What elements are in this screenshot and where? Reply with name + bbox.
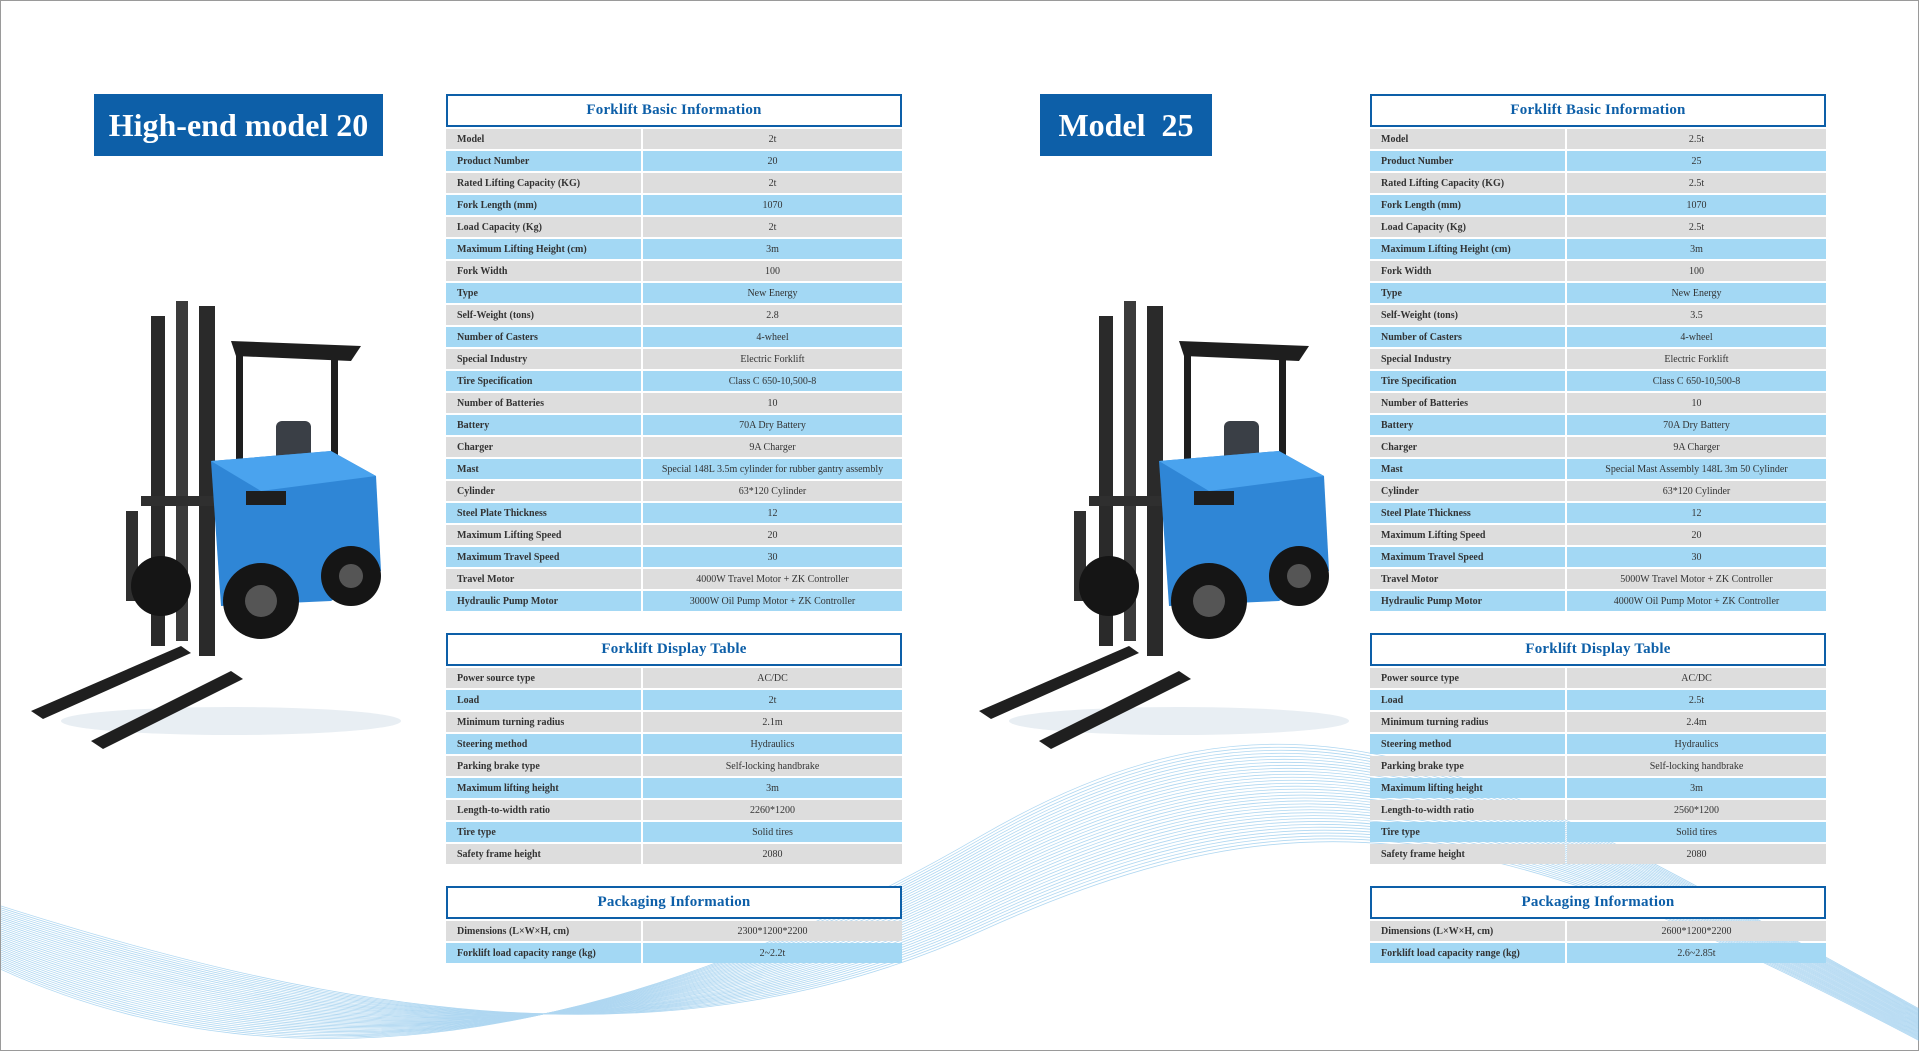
row-label: Tire Specification <box>446 371 641 391</box>
row-value: 2t <box>643 173 902 193</box>
basic-info-table <box>446 129 902 613</box>
model-title-right: Model 25 <box>1040 94 1212 156</box>
row-value: 10 <box>643 393 902 413</box>
row-value: AC/DC <box>1567 668 1826 688</box>
table-row <box>1370 129 1826 149</box>
table-row <box>446 283 902 303</box>
row-value: 100 <box>643 261 902 281</box>
row-value: 4000W Oil Pump Motor + ZK Controller <box>1567 591 1826 611</box>
row-value: AC/DC <box>643 668 902 688</box>
row-value: 3000W Oil Pump Motor + ZK Controller <box>643 591 902 611</box>
row-value: 9A Charger <box>1567 437 1826 457</box>
table-row <box>446 778 902 798</box>
row-label: Steel Plate Thickness <box>1370 503 1565 523</box>
row-label: Maximum lifting height <box>446 778 641 798</box>
table-row <box>446 327 902 347</box>
table-row <box>446 261 902 281</box>
row-value: 3m <box>1567 239 1826 259</box>
table-row <box>1370 734 1826 754</box>
display-table <box>446 668 902 866</box>
table-row <box>1370 800 1826 820</box>
table-row <box>1370 349 1826 369</box>
row-value: Special Mast Assembly 148L 3m 50 Cylinder <box>1567 459 1826 479</box>
table-row <box>1370 283 1826 303</box>
display-table <box>1370 668 1826 866</box>
table-row <box>446 415 902 435</box>
table-row <box>446 217 902 237</box>
row-label: Maximum Lifting Height (cm) <box>446 239 641 259</box>
row-value: 100 <box>1567 261 1826 281</box>
row-label: Battery <box>1370 415 1565 435</box>
row-value: 2080 <box>643 844 902 864</box>
row-label: Battery <box>446 415 641 435</box>
forklift-image-left <box>31 301 411 756</box>
table-row <box>446 569 902 589</box>
row-value: Hydraulics <box>643 734 902 754</box>
row-label: Fork Width <box>446 261 641 281</box>
row-value: 4-wheel <box>643 327 902 347</box>
row-value: 3.5 <box>1567 305 1826 325</box>
table-row <box>1370 943 1826 963</box>
table-row <box>446 305 902 325</box>
table-row <box>446 668 902 688</box>
model-title-left: High-end model 20 <box>94 94 383 156</box>
row-label: Load <box>446 690 641 710</box>
row-label: Type <box>446 283 641 303</box>
row-value: 2.4m <box>1567 712 1826 732</box>
row-value: 63*120 Cylinder <box>1567 481 1826 501</box>
row-label: Tire type <box>446 822 641 842</box>
row-value: 3m <box>643 778 902 798</box>
table-row <box>1370 305 1826 325</box>
row-label: Maximum Lifting Speed <box>1370 525 1565 545</box>
row-value: 25 <box>1567 151 1826 171</box>
table-row <box>446 756 902 776</box>
row-value: 2560*1200 <box>1567 800 1826 820</box>
row-value: 2080 <box>1567 844 1826 864</box>
row-value: 12 <box>643 503 902 523</box>
table-row <box>1370 844 1826 864</box>
row-label: Charger <box>1370 437 1565 457</box>
table-row <box>1370 778 1826 798</box>
row-label: Safety frame height <box>446 844 641 864</box>
row-value: Self-locking handbrake <box>1567 756 1826 776</box>
row-label: Fork Length (mm) <box>1370 195 1565 215</box>
row-label: Number of Batteries <box>446 393 641 413</box>
row-value: New Energy <box>1567 283 1826 303</box>
table-row <box>446 195 902 215</box>
basic-info-header: Forklift Basic Information <box>446 94 902 127</box>
row-label: Type <box>1370 283 1565 303</box>
row-value: 2.6~2.85t <box>1567 943 1826 963</box>
row-label: Product Number <box>1370 151 1565 171</box>
row-label: Maximum Lifting Height (cm) <box>1370 239 1565 259</box>
table-row <box>446 712 902 732</box>
row-value: 2.5t <box>1567 690 1826 710</box>
row-value: Solid tires <box>1567 822 1826 842</box>
row-label: Forklift load capacity range (kg) <box>1370 943 1565 963</box>
row-label: Self-Weight (tons) <box>1370 305 1565 325</box>
row-value: 70A Dry Battery <box>643 415 902 435</box>
row-value: 4-wheel <box>1567 327 1826 347</box>
row-value: 1070 <box>1567 195 1826 215</box>
row-value: 63*120 Cylinder <box>643 481 902 501</box>
table-row <box>1370 591 1826 611</box>
row-label: Travel Motor <box>1370 569 1565 589</box>
table-row <box>446 547 902 567</box>
table-row <box>446 734 902 754</box>
row-value: 4000W Travel Motor + ZK Controller <box>643 569 902 589</box>
row-label: Number of Casters <box>446 327 641 347</box>
table-row <box>1370 393 1826 413</box>
row-label: Steering method <box>446 734 641 754</box>
spec-column-right <box>1370 94 1826 965</box>
table-row <box>1370 437 1826 457</box>
table-row <box>446 481 902 501</box>
row-label: Fork Length (mm) <box>446 195 641 215</box>
row-label: Travel Motor <box>446 569 641 589</box>
table-row <box>1370 239 1826 259</box>
row-value: 2600*1200*2200 <box>1567 921 1826 941</box>
row-value: 1070 <box>643 195 902 215</box>
table-row <box>446 943 902 963</box>
row-value: Hydraulics <box>1567 734 1826 754</box>
table-row <box>446 800 902 820</box>
row-value: 20 <box>1567 525 1826 545</box>
row-label: Charger <box>446 437 641 457</box>
row-value: 20 <box>643 151 902 171</box>
display-table-header: Forklift Display Table <box>446 633 902 666</box>
row-value: 5000W Travel Motor + ZK Controller <box>1567 569 1826 589</box>
row-label: Rated Lifting Capacity (KG) <box>1370 173 1565 193</box>
basic-info-header: Forklift Basic Information <box>1370 94 1826 127</box>
row-value: 3m <box>1567 778 1826 798</box>
table-row <box>1370 327 1826 347</box>
row-value: 2.5t <box>1567 217 1826 237</box>
row-label: Length-to-width ratio <box>1370 800 1565 820</box>
row-value: 10 <box>1567 393 1826 413</box>
table-row <box>1370 822 1826 842</box>
row-label: Rated Lifting Capacity (KG) <box>446 173 641 193</box>
forklift-image-right <box>979 301 1359 756</box>
packaging-info-header: Packaging Information <box>446 886 902 919</box>
table-row <box>1370 151 1826 171</box>
packaging-info-header: Packaging Information <box>1370 886 1826 919</box>
row-label: Load Capacity (Kg) <box>446 217 641 237</box>
row-label: Forklift load capacity range (kg) <box>446 943 641 963</box>
row-label: Safety frame height <box>1370 844 1565 864</box>
table-row <box>1370 525 1826 545</box>
row-value: 2260*1200 <box>643 800 902 820</box>
table-row <box>1370 921 1826 941</box>
table-row <box>446 129 902 149</box>
table-row <box>1370 503 1826 523</box>
table-row <box>1370 173 1826 193</box>
row-label: Hydraulic Pump Motor <box>1370 591 1565 611</box>
table-row <box>1370 371 1826 391</box>
table-row <box>1370 712 1826 732</box>
table-row <box>446 525 902 545</box>
row-label: Steering method <box>1370 734 1565 754</box>
row-value: 2.8 <box>643 305 902 325</box>
row-label: Number of Casters <box>1370 327 1565 347</box>
row-value: 3m <box>643 239 902 259</box>
row-value: 12 <box>1567 503 1826 523</box>
row-label: Maximum Lifting Speed <box>446 525 641 545</box>
row-label: Minimum turning radius <box>1370 712 1565 732</box>
table-row <box>446 371 902 391</box>
row-label: Mast <box>446 459 641 479</box>
row-value: 2t <box>643 129 902 149</box>
row-value: 2t <box>643 217 902 237</box>
table-row <box>1370 217 1826 237</box>
table-row <box>446 459 902 479</box>
row-value: 20 <box>643 525 902 545</box>
row-value: Class C 650-10,500-8 <box>1567 371 1826 391</box>
packaging-info-table <box>446 921 902 965</box>
table-row <box>1370 756 1826 776</box>
table-row <box>446 151 902 171</box>
row-value: 30 <box>643 547 902 567</box>
row-label: Parking brake type <box>446 756 641 776</box>
row-value: 70A Dry Battery <box>1567 415 1826 435</box>
row-value: Class C 650-10,500-8 <box>643 371 902 391</box>
row-label: Special Industry <box>1370 349 1565 369</box>
row-label: Number of Batteries <box>1370 393 1565 413</box>
row-label: Hydraulic Pump Motor <box>446 591 641 611</box>
row-value: 2.5t <box>1567 129 1826 149</box>
table-row <box>1370 459 1826 479</box>
row-value: Electric Forklift <box>1567 349 1826 369</box>
row-label: Model <box>446 129 641 149</box>
row-label: Maximum Travel Speed <box>446 547 641 567</box>
spec-column-left <box>446 94 902 965</box>
row-value: 30 <box>1567 547 1826 567</box>
table-row <box>446 349 902 369</box>
row-value: Self-locking handbrake <box>643 756 902 776</box>
table-row <box>1370 547 1826 567</box>
row-label: Maximum lifting height <box>1370 778 1565 798</box>
row-label: Special Industry <box>446 349 641 369</box>
row-label: Self-Weight (tons) <box>446 305 641 325</box>
row-value: 2t <box>643 690 902 710</box>
table-row <box>1370 261 1826 281</box>
table-row <box>446 173 902 193</box>
row-label: Length-to-width ratio <box>446 800 641 820</box>
table-row <box>1370 690 1826 710</box>
row-value: Electric Forklift <box>643 349 902 369</box>
row-label: Cylinder <box>446 481 641 501</box>
table-row <box>446 690 902 710</box>
row-label: Dimensions (L×W×H, cm) <box>1370 921 1565 941</box>
table-row <box>446 437 902 457</box>
row-value: 2.5t <box>1567 173 1826 193</box>
row-value: Solid tires <box>643 822 902 842</box>
packaging-info-table <box>1370 921 1826 965</box>
basic-info-table <box>1370 129 1826 613</box>
table-row <box>446 239 902 259</box>
table-row <box>1370 668 1826 688</box>
row-value: Special 148L 3.5m cylinder for rubber gantry assembly <box>643 459 902 479</box>
table-row <box>1370 569 1826 589</box>
row-label: Dimensions (L×W×H, cm) <box>446 921 641 941</box>
row-label: Fork Width <box>1370 261 1565 281</box>
row-label: Load Capacity (Kg) <box>1370 217 1565 237</box>
table-row <box>446 822 902 842</box>
display-table-header: Forklift Display Table <box>1370 633 1826 666</box>
row-value: 9A Charger <box>643 437 902 457</box>
table-row <box>446 591 902 611</box>
table-row <box>1370 415 1826 435</box>
row-label: Load <box>1370 690 1565 710</box>
row-label: Product Number <box>446 151 641 171</box>
table-row <box>446 503 902 523</box>
row-label: Cylinder <box>1370 481 1565 501</box>
row-label: Model <box>1370 129 1565 149</box>
row-label: Mast <box>1370 459 1565 479</box>
row-value: 2.1m <box>643 712 902 732</box>
table-row <box>446 393 902 413</box>
row-value: 2~2.2t <box>643 943 902 963</box>
row-value: New Energy <box>643 283 902 303</box>
row-label: Power source type <box>1370 668 1565 688</box>
table-row <box>1370 195 1826 215</box>
table-row <box>446 921 902 941</box>
table-row <box>446 844 902 864</box>
row-label: Tire Specification <box>1370 371 1565 391</box>
row-label: Steel Plate Thickness <box>446 503 641 523</box>
row-label: Maximum Travel Speed <box>1370 547 1565 567</box>
row-label: Minimum turning radius <box>446 712 641 732</box>
row-label: Power source type <box>446 668 641 688</box>
row-label: Tire type <box>1370 822 1565 842</box>
row-label: Parking brake type <box>1370 756 1565 776</box>
row-value: 2300*1200*2200 <box>643 921 902 941</box>
table-row <box>1370 481 1826 501</box>
